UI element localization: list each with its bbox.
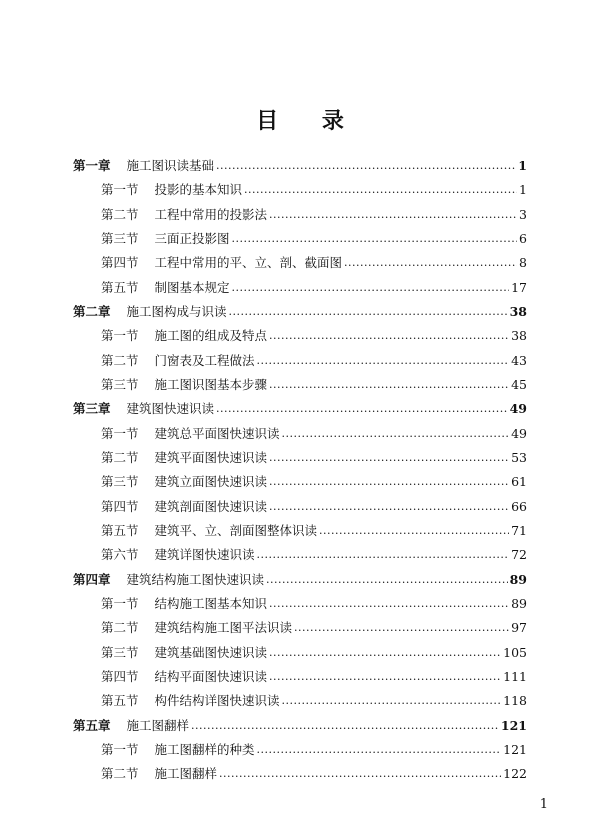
entry-number: 第二节 — [101, 449, 139, 465]
dot-leader — [269, 644, 501, 657]
entry-page: 61 — [511, 474, 527, 490]
entry-number: 第三节 — [101, 644, 139, 660]
dot-leader — [269, 376, 509, 389]
dot-leader — [257, 547, 510, 560]
toc-section-entry — [73, 472, 527, 496]
entry-title: 建筑结构施工图快速识读 — [126, 571, 265, 587]
toc-section-entry — [73, 521, 527, 545]
entry-title: 制图基本规定 — [154, 279, 230, 295]
entry-number: 第二节 — [101, 206, 139, 222]
entry-number: 第一节 — [101, 182, 139, 198]
entry-title: 施工图翻样 — [126, 717, 190, 733]
entry-page: 122 — [503, 766, 527, 782]
dot-leader — [232, 230, 518, 243]
dot-leader — [191, 717, 499, 730]
dot-leader — [244, 182, 517, 195]
dot-leader — [219, 766, 501, 779]
dot-leader — [269, 328, 509, 341]
entry-page: 105 — [503, 644, 527, 660]
entry-number: 第六节 — [101, 547, 139, 563]
entry-title: 施工图的组成及特点 — [154, 328, 268, 344]
dot-leader — [216, 401, 508, 414]
dot-leader — [266, 571, 508, 584]
entry-page: 111 — [503, 668, 527, 684]
dot-leader — [232, 279, 510, 292]
entry-title: 构件结构详图快速识读 — [154, 693, 280, 709]
toc-section-entry — [73, 618, 527, 642]
toc-chapter-entry — [73, 399, 527, 423]
entry-number: 第一章 — [73, 158, 111, 173]
dot-leader — [269, 498, 509, 511]
entry-title: 门窗表及工程做法 — [154, 352, 255, 368]
entry-page: 38 — [511, 328, 527, 344]
toc-section-entry — [73, 424, 527, 448]
table-of-contents — [73, 156, 527, 789]
toc-chapter-entry — [73, 302, 527, 326]
toc-chapter-entry — [73, 156, 527, 180]
entry-number: 第四节 — [101, 255, 139, 271]
toc-section-entry — [73, 497, 527, 521]
entry-page: 89 — [509, 571, 527, 587]
dot-leader — [282, 425, 510, 438]
entry-title: 建筑立面图快速识读 — [154, 474, 268, 490]
entry-number: 第三节 — [101, 474, 139, 490]
entry-page: 118 — [503, 693, 527, 709]
entry-title: 施工图识图基本步骤 — [154, 376, 268, 392]
entry-title: 建筑基础图快速识读 — [154, 644, 268, 660]
entry-page: 38 — [509, 303, 527, 319]
toc-section-entry — [73, 545, 527, 569]
entry-title: 结构平面图快速识读 — [154, 668, 268, 684]
entry-number: 第二节 — [101, 352, 139, 368]
dot-leader — [269, 206, 517, 219]
toc-chapter-entry — [73, 716, 527, 740]
entry-page: 1 — [518, 158, 527, 173]
entry-title: 建筑结构施工图平法识读 — [154, 620, 293, 636]
entry-title: 投影的基本知识 — [154, 182, 243, 198]
toc-section-entry — [73, 351, 527, 375]
entry-title: 工程中常用的投影法 — [154, 206, 268, 222]
toc-chapter-entry — [73, 570, 527, 594]
toc-section-entry — [73, 278, 527, 302]
entry-title: 建筑平、立、剖面图整体识读 — [154, 522, 318, 538]
entry-page: 71 — [511, 522, 527, 538]
entry-number: 第五节 — [101, 522, 139, 538]
entry-page: 49 — [509, 401, 527, 417]
entry-title: 建筑图快速识读 — [126, 401, 215, 417]
entry-title: 工程中常用的平、立、剖、截面图 — [154, 255, 343, 271]
dot-leader — [257, 741, 502, 754]
dot-leader — [294, 620, 509, 633]
entry-number: 第一节 — [101, 595, 139, 611]
entry-page: 6 — [519, 230, 527, 246]
dot-leader — [269, 595, 509, 608]
entry-number: 第三节 — [101, 376, 139, 392]
entry-title: 结构施工图基本知识 — [154, 595, 268, 611]
toc-section-entry — [73, 643, 527, 667]
dot-leader — [319, 522, 509, 535]
entry-title: 施工图翻样 — [154, 766, 218, 782]
entry-page: 49 — [511, 425, 527, 441]
dot-leader — [269, 449, 509, 462]
dot-leader — [229, 303, 508, 316]
entry-number: 第五章 — [73, 717, 111, 733]
dot-leader — [269, 474, 509, 487]
entry-page: 1 — [519, 182, 527, 198]
toc-section-entry — [73, 740, 527, 764]
entry-page: 3 — [519, 206, 527, 222]
entry-page: 8 — [519, 255, 527, 271]
entry-page: 53 — [511, 449, 527, 465]
entry-number: 第一节 — [101, 425, 139, 441]
toc-section-entry — [73, 764, 527, 788]
toc-section-entry — [73, 229, 527, 253]
entry-number: 第三章 — [73, 401, 111, 417]
toc-section-entry — [73, 205, 527, 229]
entry-page: 72 — [511, 547, 527, 563]
entry-number: 第二节 — [101, 766, 139, 782]
entry-number: 第二节 — [101, 620, 139, 636]
entry-title: 建筑平面图快速识读 — [154, 449, 268, 465]
entry-number: 第二章 — [73, 303, 111, 319]
entry-title: 施工图构成与识读 — [126, 303, 227, 319]
entry-page: 121 — [500, 717, 527, 733]
entry-page: 66 — [511, 498, 527, 514]
entry-number: 第五节 — [101, 279, 139, 295]
dot-leader — [344, 255, 517, 268]
toc-section-entry — [73, 375, 527, 399]
entry-title: 三面正投影图 — [154, 230, 230, 246]
dot-leader — [282, 693, 502, 706]
dot-leader — [216, 158, 516, 171]
entry-title: 施工图识读基础 — [126, 158, 215, 173]
entry-number: 第四节 — [101, 668, 139, 684]
entry-number: 第一节 — [101, 328, 139, 344]
toc-section-entry — [73, 326, 527, 350]
toc-section-entry — [73, 691, 527, 715]
dot-leader — [257, 352, 510, 365]
toc-section-entry — [73, 667, 527, 691]
entry-title: 建筑详图快速识读 — [154, 547, 255, 563]
entry-page: 89 — [511, 595, 527, 611]
entry-page: 45 — [511, 376, 527, 392]
toc-title: 目 录 — [256, 108, 362, 134]
toc-section-entry — [73, 253, 527, 277]
entry-page: 43 — [511, 352, 527, 368]
entry-page: 97 — [511, 620, 527, 636]
entry-number: 第四章 — [73, 571, 111, 587]
entry-number: 第四节 — [101, 498, 139, 514]
entry-number: 第三节 — [101, 230, 139, 246]
entry-number: 第五节 — [101, 693, 139, 709]
entry-title: 建筑剖面图快速识读 — [154, 498, 268, 514]
entry-number: 第一节 — [101, 741, 139, 757]
dot-leader — [269, 668, 501, 681]
entry-page: 121 — [503, 741, 527, 757]
entry-title: 建筑总平面图快速识读 — [154, 425, 280, 441]
toc-section-entry — [73, 180, 527, 204]
entry-page: 17 — [511, 279, 527, 295]
page-number: 1 — [539, 797, 548, 812]
toc-section-entry — [73, 448, 527, 472]
entry-title: 施工图翻样的种类 — [154, 741, 255, 757]
toc-section-entry — [73, 594, 527, 618]
